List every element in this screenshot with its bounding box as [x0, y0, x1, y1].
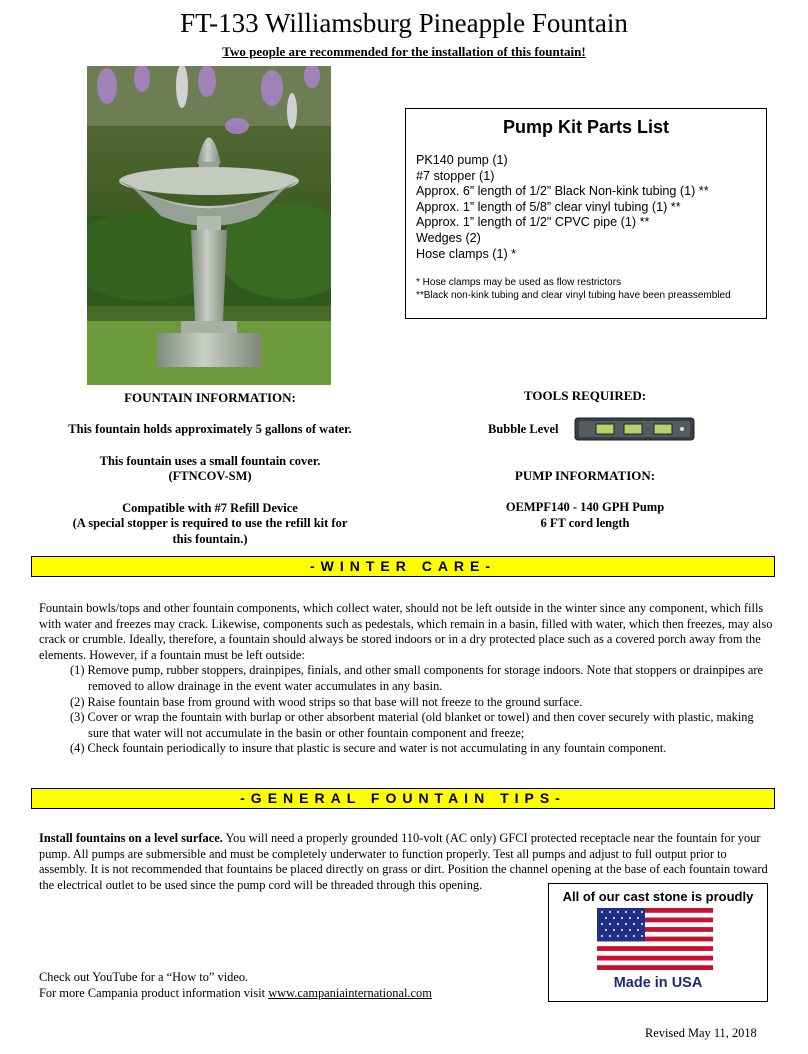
- more-info-line: [39, 986, 432, 1002]
- bubble-level-icon: [574, 416, 696, 444]
- list-item: Approx. 1” length of 1/2" CPVC pipe (1) **: [416, 215, 650, 230]
- revision-date: Revised May 11, 2018: [645, 1026, 757, 1040]
- fountain-photo: [87, 66, 331, 385]
- note: * Hose clamps may be used as flow restrictors: [416, 277, 622, 288]
- refill-note: (A special stopper is required to use the refill kit for: [72, 516, 348, 530]
- campania-website-link[interactable]: www.campaniainternational.com: [268, 986, 432, 1000]
- youtube-note: Check out YouTube for a “How to” video.: [39, 970, 249, 984]
- pump-kit-parts-list: [405, 108, 767, 319]
- refill-note-cont: this fountain.): [172, 531, 248, 546]
- more-info-prefix: For more Campania product information visit: [39, 986, 269, 1000]
- winter-care-text: [39, 601, 774, 757]
- pump-info-heading: PUMP INFORMATION:: [514, 468, 656, 483]
- list-item: PK140 pump (1): [416, 153, 508, 167]
- cord-length: 6 FT cord length: [540, 515, 630, 530]
- parts-list: [416, 153, 709, 262]
- made-in-usa-badge: [548, 883, 768, 1002]
- page-title: FT-133 Williamsburg Pineapple Fountain: [180, 8, 628, 38]
- winter-care-banner: -WINTER CARE-: [31, 556, 775, 577]
- general-tips-banner: -GENERAL FOUNTAIN TIPS-: [31, 788, 775, 809]
- list-item: Wedges (2): [416, 230, 481, 245]
- list-item: Hose clamps (1) *: [416, 246, 517, 261]
- list-item: (3) Cover or wrap the fountain with burlap or other absorbent material (old blanket or towel) and then cover securely with plastic, making sure that water will not accumulate in the basin or other fountain component and freeze;: [70, 710, 754, 740]
- list-item: Approx. 6” length of 1/2” Black Non-kink tubing (1) **: [416, 184, 709, 199]
- fountain-info-heading: FOUNTAIN INFORMATION:: [124, 390, 296, 405]
- tools-heading: TOOLS REQUIRED:: [523, 388, 647, 403]
- list-item: #7 stopper (1): [416, 168, 495, 183]
- tips-lead: Install fountains on a level surface.: [39, 831, 223, 845]
- cover-model: (FTNCOV-SM): [168, 469, 252, 483]
- list-item: (4) Check fountain periodically to insure that plastic is secure and water is not accumulating in any fountain component.: [70, 741, 667, 756]
- list-item: Approx. 1” length of 5/8” clear vinyl tubing (1) **: [416, 199, 681, 214]
- note: **Black non-kink tubing and clear vinyl tubing have been preassembled: [416, 290, 731, 301]
- pump-model: OEMPF140 - 140 GPH Pump: [505, 500, 665, 514]
- fountain-information: [42, 390, 378, 547]
- usa-badge-bottom: Made in USA: [613, 975, 703, 991]
- installation-warning: Two people are recommended for the installation of this fountain!: [222, 44, 586, 59]
- tips-body: You will need a properly grounded 110-volt (AC only) GFCI protected receptacle near the fountain for your pump. All pumps are submersible and must be completely underwater to function properly. Test all pumps and adjust to full output prior to assembly. It is not recommended that fountains be placed directly on grass or dirt. Position the channel opening at the base of each fountain toward the electrical outlet to be used since the pump cord will be threaded through this opening.: [39, 831, 768, 892]
- winter-intro: Fountain bowls/tops and other fountain components, which collect water, should not be left outside in the winter since any component, which fills with water and freezes may crack. Likewise, components such as pedestals, which remain in a basin, filled with water, which then freezes, may also crack or crumble. Ideally, therefore, a fountain should always be stored indoors or in a dry protected place such as a covered porch away from the elements. However, if a fountain must be left outside:: [39, 601, 773, 662]
- tools-and-pump-info: [470, 388, 730, 531]
- list-item: (1) Remove pump, rubber stoppers, drainpipes, finials, and other small components for storage indoors. Note that stoppers or drainpipes are removed to allow drainage in the event water accumulates in any basin.: [70, 663, 764, 693]
- list-item: (2) Raise fountain base from ground with wood strips so that base will not freeze to the ground surface.: [70, 694, 583, 709]
- usa-badge-top: All of our cast stone is proudly: [562, 889, 754, 904]
- refill-text: Compatible with #7 Refill Device: [122, 500, 298, 515]
- bubble-level-label: Bubble Level: [488, 422, 559, 436]
- parts-notes: [416, 276, 731, 302]
- cover-text: This fountain uses a small fountain cover.: [99, 453, 321, 468]
- capacity-text: This fountain holds approximately 5 gallons of water.: [68, 422, 352, 436]
- pump-kit-title: Pump Kit Parts List: [502, 117, 670, 137]
- us-flag-icon: [597, 908, 713, 970]
